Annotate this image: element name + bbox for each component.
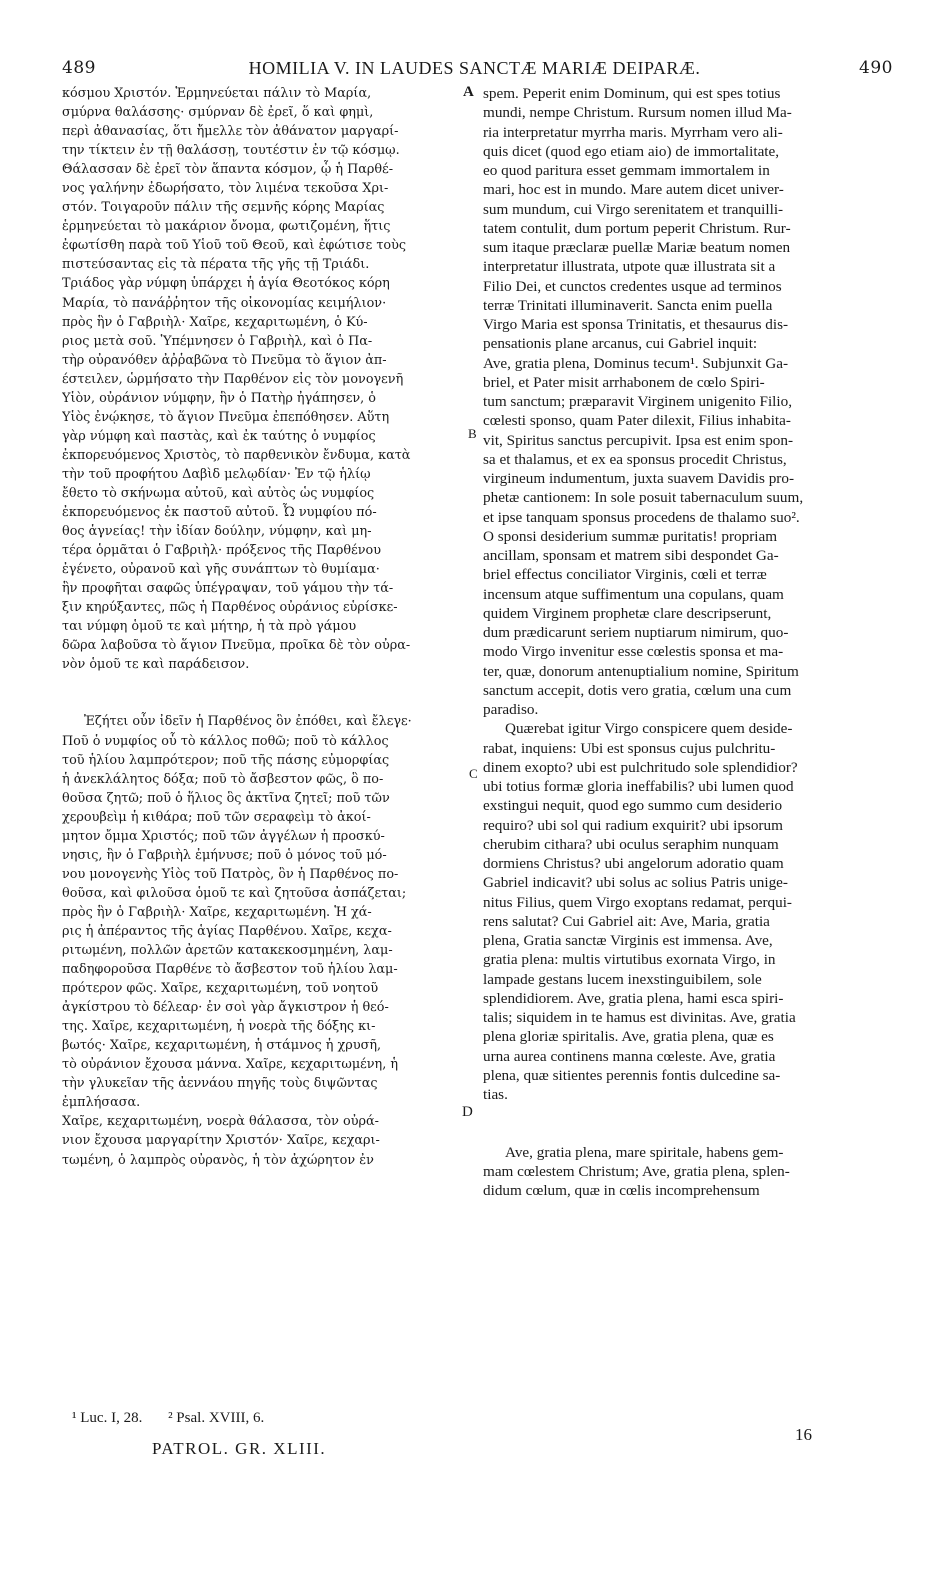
greek-line: Ποῦ ὁ νυμφίος οὗ τὸ κάλλος ποθῶ; ποῦ τὸ κάλλος	[62, 733, 389, 749]
greek-line: ἔθετο τὸ σκήνωμα αὐτοῦ, καὶ αὐτὸς ὡς νυμφίος	[62, 485, 375, 501]
greek-line: ἀγκίστρου τὸ δέλεαρ· ἐν σοὶ γὰρ ἄγκιστρον ἡ θεό-	[62, 1000, 389, 1016]
latin-line: quidem Virginem prophetæ clare descripserunt,	[483, 604, 772, 622]
latin-line: lampade gestans lucem inexstinguibilem, sole	[483, 970, 762, 988]
greek-line: χερουβεὶμ ἡ κιθάρα; ποῦ τῶν σεραφεὶμ τὸ ἀκοί-	[62, 809, 371, 825]
latin-line: nitus Filius, quem Virgo exoptans redamat, perqui-	[483, 893, 792, 911]
greek-line: νιον ἔχουσα μαργαρίτην Χριστόν· Χαῖρε, κεχαρι-	[62, 1133, 380, 1149]
greek-line: δῶρα λαβοῦσα τὸ ἅγιον Πνεῦμα, προῖκα δὲ τὸν οὐρα-	[62, 638, 411, 654]
latin-line	[483, 1104, 891, 1123]
margin-letter-b: B	[468, 426, 477, 441]
latin-line: cherubim cithara? ubi oculus seraphim nunquam	[483, 835, 779, 853]
latin-line: Virgo Maria est sponsa Trinitatis, et thesaurus dis-	[483, 316, 789, 333]
latin-line: pensationis plane arcanus, cui Gabriel inquit:	[483, 335, 758, 353]
greek-line: πρότερον φῶς. Χαῖρε, κεχαριτωμένη, τοῦ νοητοῦ	[62, 981, 379, 997]
latin-line: phetæ cantionem: In sole posuit tabernaculum suum,	[483, 489, 804, 507]
greek-line: έστειλεν, ὡρμήσατο τὴν Παρθένον εἰς τὸν μονογενῆ	[62, 371, 404, 387]
greek-line: την τίκτειν ἐν τῇ θαλάσσῃ, τουτέστιν ἐν τῷ κόσμῳ.	[62, 143, 400, 159]
latin-line: briel effectus conciliator Virginis, cœli et terræ	[483, 566, 767, 584]
latin-line: incensum atque suffimentum una copulans, quam	[483, 585, 784, 603]
latin-line: spem. Peperit enim Dominum, qui est spes totius	[483, 85, 781, 102]
greek-line: Χαῖρε, κεχαριτωμένη, νοερὰ θάλασσα, τὸν οὐρά-	[62, 1114, 379, 1130]
greek-line: νου μονογενὴς Υἱὸς τοῦ Πατρὸς, ὃν ἡ Παρθένος πο-	[62, 866, 399, 882]
latin-line: talis; siquidem in te hamus est divinitas. Ave, gratia	[483, 1009, 796, 1026]
greek-line	[62, 674, 460, 693]
greek-line: ἣν προφῆται σαφῶς ὑπέγραψαν, τοῦ γάμου τὴν τά-	[62, 581, 394, 597]
greek-column	[62, 84, 460, 1170]
greek-line: γὰρ νύμφη καὶ παστὰς, καὶ ἐκ ταύτης ὁ νυμφίος	[62, 428, 376, 444]
latin-line	[483, 1124, 891, 1143]
latin-line: splendidiorem. Ave, gratia plena, hami esca spiri-	[483, 989, 784, 1007]
latin-line: sanctum accepit, dotis vero gratia, cœlum una cum	[483, 681, 792, 699]
latin-line: dormiens Christus? ubi angelorum adoratio quam	[483, 855, 784, 872]
latin-line: ancillam, sponsam et matrem sibi despondet Ga-	[483, 547, 779, 564]
footnote-1: ¹ Luc. I, 28.	[72, 1410, 143, 1426]
footnote-2: ² Psal. XVIII, 6.	[168, 1410, 265, 1426]
greek-line: τοῦ ἡλίου λαμπρότερον; ποῦ τῆς πάσης εὐμορφίας	[62, 752, 390, 768]
margin-letter-d: D	[462, 1104, 473, 1120]
greek-line: στόν. Τοιγαροῦν πάλιν τῆς σεμνῆς κόρης Μαρίας	[62, 200, 385, 216]
margin-letter-a: A	[463, 84, 474, 100]
latin-line: cœlesti sponso, quam Pater dilexit, Filius inhabita-	[483, 412, 791, 430]
greek-line: βωτός· Χαῖρε, κεχαριτωμένη, ἡ στάμνος ἡ χρυσῆ,	[62, 1038, 382, 1054]
greek-line: τὸ οὐράνιον ἔχουσα μάννα. Χαῖρε, κεχαριτωμένη, ἡ	[62, 1057, 399, 1073]
latin-column	[483, 84, 891, 1201]
greek-line: θοῦσα ζητῶ; ποῦ ὁ ἥλιος ὃς ἀκτῖνα ζητεῖ; ποῦ τῶν	[62, 790, 390, 806]
latin-line: didum cœlum, quæ in cœlis incomprehensum	[483, 1182, 760, 1200]
latin-line: O sponsi desiderium summæ puritatis! propriam	[483, 527, 778, 545]
latin-line: exstingui nequit, quod ego summo cum desiderio	[483, 797, 783, 815]
greek-line: ἐγένετο, οὐρανοῦ καὶ γῆς συνάπτων τὸ θυμίαμα·	[62, 562, 380, 578]
latin-line: plena gloriæ spiritalis. Ave, gratia plena, quæ es	[483, 1028, 774, 1046]
greek-line: τὴρ οὐρανόθεν ἀῤῥαβῶνα τὸ Πνεῦμα τὸ ἅγιον ἀπ-	[62, 352, 387, 368]
greek-line: ριτωμένη, πολλῶν ἀρετῶν κατακεκοσμημένη, λαμ-	[62, 943, 393, 959]
latin-line: gratia plena: multis virtutibus exornata Virgo, in	[483, 951, 776, 969]
volume-signature: PATROL. GR. XLIII.	[152, 1439, 327, 1458]
latin-line: terræ Trinitati illuminaverit. Sancta enim puella	[483, 296, 773, 314]
greek-line: πρὸς ἣν ὁ Γαβριὴλ· Χαῖρε, κεχαριτωμένη, ὁ Κύ-	[62, 314, 368, 330]
latin-line: vit, Spiritus sanctus percupivit. Ipsa est enim spon-	[483, 431, 794, 449]
greek-line: ριος μετὰ σοῦ. Ὑπέμνησεν ὁ Γαβριὴλ, καὶ ὁ Πα-	[62, 333, 373, 349]
greek-line: νησις, ἣν ὁ Γαβριὴλ ἐμήνυσε; ποῦ ὁ μόνος τοῦ μό-	[62, 847, 387, 863]
latin-line: sum mundum, cui Virgo serenitatem et tranquilli-	[483, 200, 784, 218]
greek-line: της. Χαῖρε, κεχαριτωμένη, ἡ νοερὰ τῆς δόξης κι-	[62, 1019, 376, 1035]
latin-line: tum sanctum; præparavit Virginem unigenito Filio,	[483, 393, 792, 410]
greek-line: Υἱὸν, οὐράνιον νύμφην, ἣν ὁ Πατὴρ ἠγάπησεν, ὁ	[62, 390, 376, 406]
greek-line: θοῦσα, καὶ φιλοῦσα ὁμοῦ τε καὶ ζητοῦσα ἀσπάζεται;	[62, 885, 407, 901]
latin-line: ubi totius formæ gloria ineffabilis? ubi lumen quod	[483, 778, 794, 795]
greek-line: πρὸς ἣν ὁ Γαβριὴλ· Χαῖρε, κεχαριτωμένη. Ἡ χά-	[62, 904, 372, 920]
footnotes	[72, 1410, 286, 1427]
greek-line: μητον ὄμμα Χριστός; ποῦ τῶν ἀγγέλων ἡ προσκύ-	[62, 828, 385, 844]
margin-letter-c: C	[469, 766, 478, 781]
greek-line: ἐφωτίσθη παρὰ τοῦ Υἱοῦ τοῦ Θεοῦ, καὶ ἐφώτισε τοὺς	[62, 238, 407, 254]
latin-line: dinem exopto? ubi est pulchritudo sole splendidior?	[483, 758, 798, 776]
greek-line: σμύρνα θαλάσσης· σμύρναν δὲ ἐρεῖ, ὅ καὶ φημὶ,	[62, 105, 374, 121]
latin-line: plena, Gratia sanctæ Virginis est immensa. Ave,	[483, 932, 773, 949]
page-number-left: 489	[62, 58, 96, 78]
latin-line: Filio Dei, et cunctos credentes usque ad terminos	[483, 277, 782, 295]
greek-line: ἐμπλήσασα.	[62, 1095, 141, 1111]
greek-line: τὴν τοῦ προφήτου Δαβὶδ μελῳδίαν· Ἐν τῷ ἡλίῳ	[62, 466, 371, 482]
latin-line: briel, et Pater misit arrhabonem de cœlo Spiri-	[483, 373, 765, 391]
latin-line: Ave, gratia plena, mare spiritale, habens gem-	[505, 1143, 784, 1161]
latin-line: interpretatur illustrata, utpote quæ illustrata sit a	[483, 258, 776, 276]
greek-line: Θάλασσαν δὲ ἐρεῖ τὸν ἅπαντα κόσμον, ᾧ ἡ Παρθέ-	[62, 162, 394, 178]
greek-line: ται νύμφη ὁμοῦ τε καὶ μήτηρ, ἡ τὰ πρὸ γάμου	[62, 619, 357, 635]
greek-line: Υἱὸς ἐνῴκησε, τὸ ἅγιον Πνεῦμα ἐπεπόθησεν. Αὕτη	[62, 409, 390, 425]
latin-line: modo Virgo invenitur esse cœlestis sponsa et ma-	[483, 643, 784, 661]
greek-line: τωμένη, ὁ λαμπρὸς οὐρανὸς, ἡ τὸν ἀχώρητον ἐν	[62, 1152, 374, 1168]
latin-line: virgineum indumentum, juxta suavem Davidis pro-	[483, 470, 795, 487]
page-number-right: 490	[859, 58, 893, 78]
latin-line: rabat, inquiens: Ubi est sponsus cujus pulchritu-	[483, 739, 776, 757]
latin-line: eo quod paritura esset gemmam immortalem in	[483, 162, 770, 179]
latin-line: paradiso.	[483, 701, 539, 718]
latin-line: mari, hoc est in mundo. Mare autem dicet univer-	[483, 181, 784, 199]
latin-line: Ave, gratia plena, Dominus tecum¹. Subjunxit Ga-	[483, 354, 789, 372]
greek-line: νος γαλήνην ἐδωρήσατο, τὸν λιμένα τεκοῦσα Χρι-	[62, 181, 389, 197]
latin-line: ter, quæ, donorum antenuptialium nomine, Spiritum	[483, 662, 799, 680]
greek-line: ρις ἡ ἀπέραντος τῆς ἁγίας Παρθένου. Χαῖρε, κεχα-	[62, 923, 392, 939]
latin-line: et ipse tanquam sponsus procedens de thalamo suo².	[483, 508, 800, 526]
greek-line: ἐκπορευόμενος Χριστὸς, τὸ παρθενικὸν ἔνδυμα, κατὰ	[62, 447, 411, 463]
latin-line: ria interpretatur myrrha maris. Myrrham vero ali-	[483, 123, 783, 141]
latin-line: Quærebat igitur Virgo conspicere quem deside-	[505, 720, 793, 738]
latin-line: sa et thalamus, et ex ea sponsus procedit Christus,	[483, 450, 787, 468]
greek-line: παδηφοροῦσα Παρθένε τὸ ἄσβεστον τοῦ ἡλίου λαμ-	[62, 962, 398, 978]
greek-line: Τριάδος γὰρ νύμφη ὑπάρχει ἡ ἁγία Θεοτόκος κόρη	[62, 276, 390, 292]
greek-line: πιστεύσαντας εἰς τὰ πέρατα τῆς γῆς τῇ Τριάδι.	[62, 257, 370, 273]
greek-line: τὴν γλυκεῖαν τῆς ἀεννάου πηγῆς τοὺς διψῶντας	[62, 1076, 378, 1092]
latin-line: dum prædicarunt seriem nuptiarum nimirum, quo-	[483, 624, 789, 641]
greek-line: Μαρία, τὸ πανάῤῥητον τῆς οἰκονομίας κειμήλιον·	[62, 295, 387, 311]
greek-line: Ἐζήτει οὖν ἰδεῖν ἡ Παρθένος ὃν ἐπόθει, καὶ ἔλεγε·	[84, 714, 412, 730]
greek-line: κόσμου Χριστόν. Ἑρμηνεύεται πάλιν τὸ Μαρία,	[62, 86, 372, 101]
latin-line: urna aurea continens manna cœleste. Ave, gratia	[483, 1047, 776, 1065]
latin-line: tatem contulit, dum portum peperit Christum. Rur-	[483, 219, 791, 237]
latin-line: mam cœlestem Christum; Ave, gratia plena, splen-	[483, 1163, 790, 1180]
latin-line: tias.	[483, 1086, 508, 1103]
greek-line: θος ἁγνείας! τὴν ἰδίαν δούλην, νύμφην, καὶ μη-	[62, 524, 372, 540]
greek-line: τέρα ὁρμᾶται ὁ Γαβριὴλ· πρόξενος τῆς Παρθένου	[62, 543, 382, 559]
latin-line: Gabriel indicavit? ubi solus ac solius Patris unige-	[483, 874, 788, 892]
latin-line: plena, quæ sitientes perennis fontis dulcedine sa-	[483, 1066, 781, 1084]
sheet-number: 16	[795, 1425, 812, 1444]
running-title: HOMILIA V. IN LAUDES SANCTÆ MARIÆ DEIPARÆ.	[248, 58, 701, 78]
greek-line: περὶ ἀθανασίας, ὅτι ἤμελλε τὸν ἀθάνατον μαργαρί-	[62, 124, 399, 140]
greek-line: ἑρμηνεύεται τὸ μακάριον ὄνομα, φωτιζομένη, ἥτις	[62, 219, 391, 235]
greek-line: ἡ ἀνεκλάλητος δόξα; ποῦ τὸ ἄσβεστον φῶς, ὃ πο-	[62, 771, 384, 787]
latin-line: quis dicet (quod ego etiam aio) de immortalitate,	[483, 142, 780, 160]
greek-line: ξιν κηρύξαντες, πῶς ἡ Παρθένος οὐράνιος εὑρίσκε-	[62, 600, 398, 616]
latin-line: sum itaque præclaræ puellæ Mariæ beatum nomen	[483, 239, 791, 256]
greek-line: ἐκπορευόμενος ἐκ παστοῦ αὐτοῦ. Ὦ νυμφίου πό-	[62, 505, 377, 521]
greek-line	[62, 693, 460, 712]
latin-line: requiro? ubi sol qui radium exquirit? ubi ipsorum	[483, 816, 783, 834]
latin-line: rens salutat? Cui Gabriel ait: Ave, Maria, gratia	[483, 912, 770, 930]
greek-line: νὸν ὁμοῦ τε καὶ παράδεισον.	[62, 657, 250, 673]
latin-line: mundi, nempe Christum. Rursum nomen illud Ma-	[483, 104, 792, 122]
